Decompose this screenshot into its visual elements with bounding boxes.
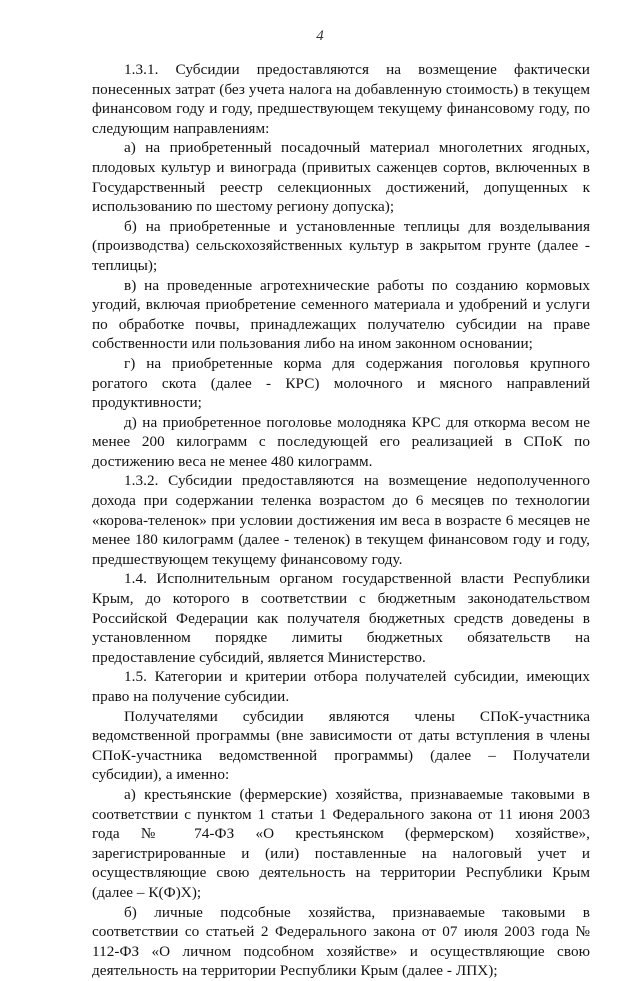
paragraph-1-3-1: 1.3.1. Субсидии предоставляются на возмещение фактически понесенных затрат (без учета налога на добавленную стоимость) в текущем финансовом году и году, предшествующем текущему финансовому году, по следующим направлениям:	[92, 61, 590, 137]
paragraph-1-3-2: 1.3.2. Субсидии предоставляются на возмещение недополученного дохода при содержании теленка возрастом до 6 месяцев по технологии «корова-теленок» при условии достижения им веса в возрасте 6 месяцев не менее 180 килограмм (далее - теленок) в текущем финансовом году и году, предшествующем текущему финансовому году.	[92, 472, 590, 568]
list-item-b-greenhouses: б) на приобретенные и установленные теплицы для возделывания (производства) сельскохозяйственных культур в закрытом грунте (далее - теплицы);	[92, 217, 590, 274]
document-body	[92, 60, 590, 981]
paragraph-1-5: 1.5. Категории и критерии отбора получателей субсидии, имеющих право на получение субсидии.	[92, 668, 590, 705]
list-item-b-personal-farms: б) личные подсобные хозяйства, признаваемые таковыми в соответствии со статьей 2 Федерального закона от 07 июля 2003 года № 112-ФЗ «О личном подсобном хозяйстве» и осуществляющие свою деятельность на территории Республики Крым (далее - ЛПХ);	[92, 903, 590, 980]
paragraph-1-4: 1.4. Исполнительным органом государственной власти Республики Крым, до которого в соответствии с бюджетным законодательством Российской Федерации как получателя бюджетных средств доведены в установленном порядке лимиты бюджетных обязательств на предоставление субсидий, является Министерство.	[92, 570, 590, 666]
list-item-a-farms: а) крестьянские (фермерские) хозяйства, признаваемые таковыми в соответствии с пунктом 1 статьи 1 Федерального закона от 11 июня 2003 года № 74-ФЗ «О крестьянском (фермерском) хозяйстве», зарегистрированные и (или) поставленные на налоговый учет и осуществляющие свою деятельность на территории Республики Крым (далее – К(Ф)Х);	[92, 785, 590, 901]
list-item-d-young-cattle: д) на приобретенное поголовье молодняка КРС для откорма весом не менее 200 килограмм с последующей его реализацией в СПоК по достижению веса не менее 480 килограмм.	[92, 413, 590, 470]
list-item-a-planting-material: а) на приобретенный посадочный материал многолетних ягодных, плодовых культур и винограда (привитых саженцев сортов, включенных в Государственный реестр селекционных достижений, допущенных к использованию по шестому региону допуска);	[92, 139, 590, 216]
list-item-g-feed: г) на приобретенные корма для содержания поголовья крупного рогатого скота (далее - КРС) молочного и мясного направлений продуктивности;	[92, 354, 590, 412]
list-item-v-agrotechnical-works: в) на проведенные агротехнические работы по созданию кормовых угодий, включая приобретение семенного материала и удобрений и услуги по обработке почвы, принадлежащих получателю субсидии на праве собственности или пользования либо на ином законном основании;	[92, 276, 590, 353]
page-number: 4	[316, 28, 324, 44]
paragraph-recipients: Получателями субсидии являются члены СПоК-участника ведомственной программы (вне зависимости от даты вступления в члены СПоК-участника ведомственной программы) (далее – Получатели субсидии), а именно:	[92, 707, 590, 784]
